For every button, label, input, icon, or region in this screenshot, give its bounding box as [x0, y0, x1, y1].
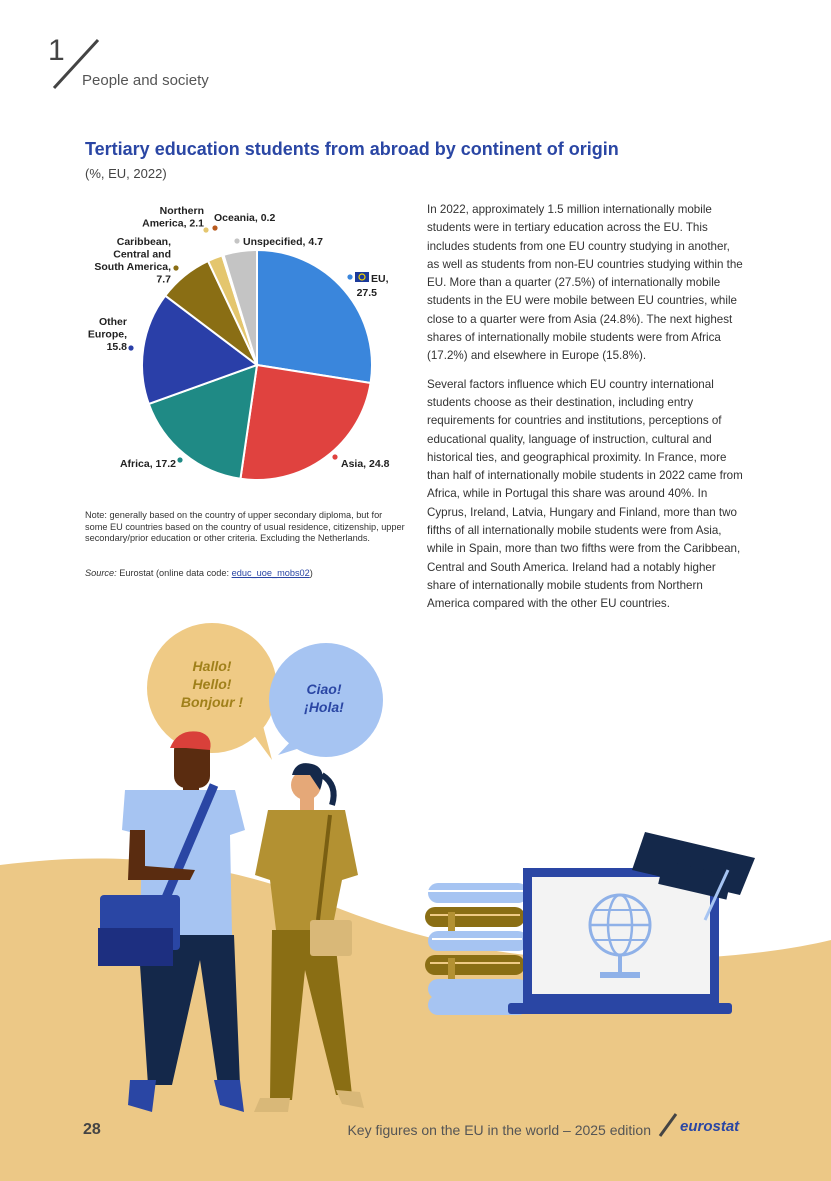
- oceania-label-line-1: Oceania, 0.2: [214, 212, 276, 224]
- figure-note: Note: generally based on the country of upper secondary diploma, but for some EU countries based on the country of usual residence, citizenship, upper secondary/prior education or other criteria. Excluding the Netherlands.: [85, 510, 405, 543]
- source-label: Source:: [85, 568, 117, 578]
- northern-america-label-line-2: America, 2.1: [142, 217, 204, 230]
- books-illustration: [425, 883, 528, 1015]
- caribbean-label-line-4: 7.7: [156, 273, 171, 286]
- africa-marker: [177, 457, 182, 462]
- source-end: ): [309, 568, 313, 578]
- body-text: [427, 201, 743, 624]
- africa-label-line-1: Africa, 17.2: [119, 458, 176, 470]
- bubble2-line1: Ciao!: [306, 681, 342, 697]
- chapter-label: People and society: [82, 72, 209, 89]
- northern-america-marker: [203, 227, 208, 232]
- asia-marker: [332, 454, 337, 459]
- eu-marker: [347, 274, 352, 279]
- bubble1-line1: Hallo!: [192, 658, 232, 674]
- oceania-marker: [212, 225, 217, 230]
- other-europe-label-line-1: Other: [98, 316, 127, 328]
- eurostat-logo: eurostat: [680, 1118, 740, 1135]
- northern-america-label-line-1: Northern: [159, 205, 204, 217]
- eu-label-line-1: EU,: [371, 273, 389, 285]
- bubble2-line2: ¡Hola!: [304, 699, 344, 715]
- caribbean-label-line-2: Central and: [113, 248, 171, 261]
- body-paragraph-1: In 2022, approximately 1.5 million internationally mobile students were in tertiary education across the EU. This includes students from one EU country studying in another, as well as students from non-EU countries studying within the EU. More than a quarter (27.5%) of internationally mobile students in the EU were mobile between EU countries, while close to a quarter were from Asia (24.8%). The next highest shares of internationally mobile students were from Africa (17.2%) and elsewhere in Europe (15.8%).: [427, 203, 743, 363]
- caribbean-label-line-3: South America,: [94, 261, 171, 273]
- asia-label-line-1: Asia, 24.8: [341, 458, 390, 470]
- publication-title: Key figures on the EU in the world – 2025 edition: [347, 1122, 651, 1138]
- chapter-number: 1: [48, 34, 65, 67]
- caribbean-marker: [173, 265, 178, 270]
- page-number: 28: [83, 1121, 101, 1138]
- source-text: Eurostat (online data code:: [119, 568, 232, 578]
- figure-source: [85, 568, 405, 578]
- bubble1-line2: Hello!: [192, 676, 232, 692]
- pie-slice-eu: [257, 250, 372, 383]
- caribbean-label-line-1: Caribbean,: [116, 236, 171, 248]
- other-europe-label-line-2: Europe,: [87, 328, 127, 341]
- body-paragraph-2: Several factors influence which EU country international students choose as their destination, including entry requirements for countries and institutions, perceptions of educational quality, language of instruction, cultural and historical ties, and geographical proximity. In France, more than half of internationally mobile students in 2022 came from Africa, while in Portugal this share was around 40%. In Cyprus, Ireland, Latvia, Hungary and Finland, more than two fifths of all internationally mobile students were from Asia, while in Spain, more than two fifths were from the Caribbean, Central and South America. Ireland had a notably higher share of internationally mobile students from Northern America compared with the other EU countries.: [427, 377, 743, 611]
- footer-slash-icon: [652, 1112, 682, 1138]
- unspecified-label-line-1: Unspecified, 4.7: [243, 236, 323, 248]
- figure-title: Tertiary education students from abroad by continent of origin: [85, 139, 619, 159]
- pie-chart: [142, 250, 372, 480]
- figure-subtitle: (%, EU, 2022): [85, 166, 167, 181]
- bubble1-line3: Bonjour !: [180, 694, 244, 710]
- eu-value-line-1: 27.5: [356, 287, 377, 299]
- other-europe-marker: [128, 345, 133, 350]
- other-europe-label-line-3: 15.8: [106, 341, 127, 353]
- unspecified-marker: [234, 238, 239, 243]
- source-code-link[interactable]: educ_uoe_mobs02: [231, 568, 310, 578]
